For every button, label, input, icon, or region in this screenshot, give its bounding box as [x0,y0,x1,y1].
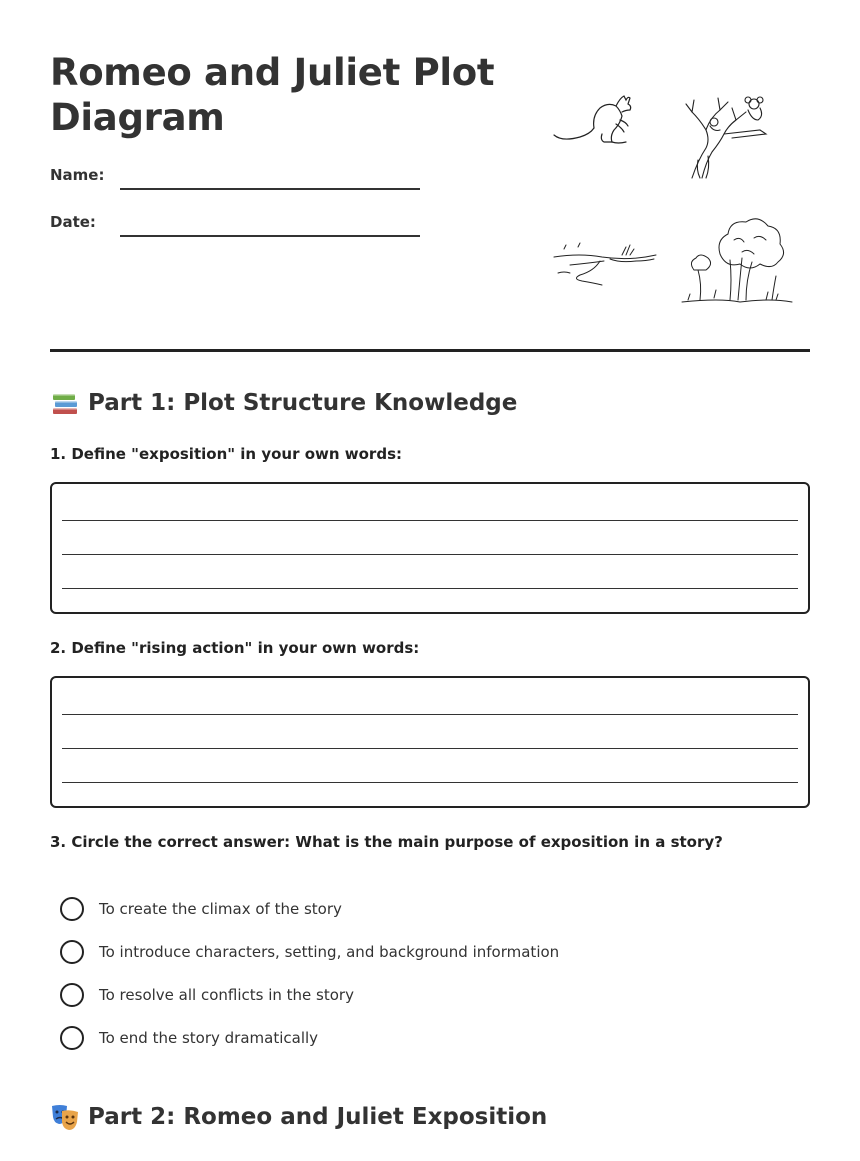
kangaroo-sketch-icon [550,90,640,155]
name-label: Name: [50,166,105,184]
q3-option-4[interactable] [60,1025,318,1051]
part1-heading-text: Part 1: Plot Structure Knowledge [88,390,518,416]
option-circle[interactable] [60,897,84,921]
answer-line [62,554,798,555]
theater-masks-emoji-icon [50,1102,80,1132]
answer-line [62,748,798,749]
header-divider [50,349,810,352]
option-text: To end the story dramatically [99,1029,319,1047]
option-text: To introduce characters, setting, and background information [99,943,560,961]
answer-box-2[interactable] [50,676,810,808]
q3-option-3[interactable] [60,982,354,1008]
answer-line [62,520,798,521]
part1-heading [50,388,517,418]
name-field[interactable] [50,166,430,196]
option-circle[interactable] [60,1026,84,1050]
koala-tree-sketch-icon [680,90,775,180]
page-title: Romeo and Juliet Plot Diagram [50,51,495,139]
option-text: To resolve all conflicts in the story [99,986,354,1004]
option-circle[interactable] [60,983,84,1007]
q3-option-2[interactable] [60,939,559,965]
answer-line [62,588,798,589]
date-label: Date: [50,213,96,231]
option-text: To create the climax of the story [99,900,342,918]
q3-option-1[interactable] [60,896,342,922]
question-3: 3. Circle the correct answer: What is the main purpose of exposition in a story? [50,833,723,851]
question-2: 2. Define "rising action" in your own words: [50,639,420,657]
river-landscape-sketch-icon [550,235,660,295]
date-field[interactable] [50,213,430,243]
illustration-grid [545,85,805,310]
answer-line [62,714,798,715]
books-emoji-icon [50,388,80,418]
part2-heading-text: Part 2: Romeo and Juliet Exposition [88,1104,548,1130]
answer-line [62,782,798,783]
question-1: 1. Define "exposition" in your own words: [50,445,402,463]
name-input-line[interactable] [120,188,420,190]
part2-heading [50,1102,547,1132]
answer-box-1[interactable] [50,482,810,614]
date-input-line[interactable] [120,235,420,237]
option-circle[interactable] [60,940,84,964]
eucalyptus-trees-sketch-icon [680,210,795,305]
